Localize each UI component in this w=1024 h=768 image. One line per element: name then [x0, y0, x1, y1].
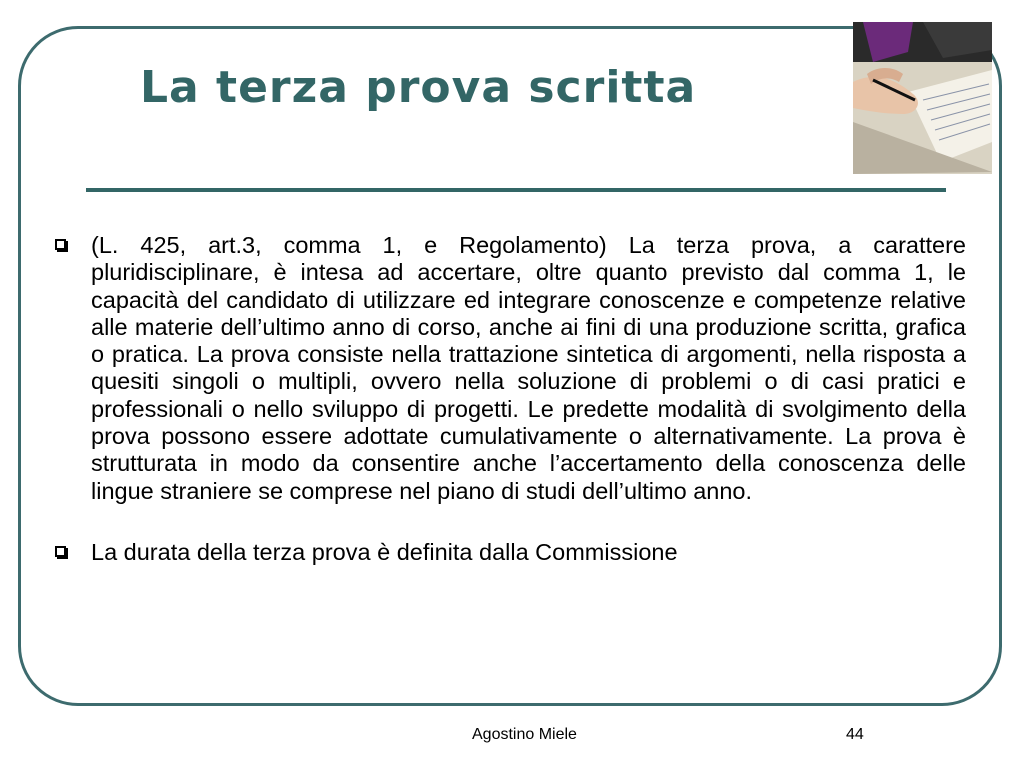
checkbox-icon — [55, 546, 66, 557]
page-number: 44 — [846, 726, 864, 743]
bullet-text: La durata della terza prova è definita dalla Commissione — [91, 538, 678, 565]
title-divider — [86, 188, 946, 192]
bullet-item — [52, 232, 966, 505]
checkbox-icon — [55, 239, 66, 250]
bullet-item — [52, 539, 966, 566]
footer-author: Agostino Miele — [472, 726, 577, 743]
writing-hand-photo — [853, 22, 992, 174]
slide-body — [52, 232, 966, 566]
slide-title: La terza prova scritta — [140, 62, 697, 113]
bullet-text: (L. 425, art.3, comma 1, e Regolamento) La terza prova, a carattere pluridisciplinare, è intesa ad accertare, oltre quanto previsto dal comma 1, le capacità del candidato di utilizzare ed integrare conoscenze e competenze relative alle materie dell’ultimo anno di corso, anche ai fini di una produzione scritta, grafica o pratica. La prova consiste nella trattazione sintetica di argomenti, nella risposta a quesiti singoli o multipli, ovvero nella soluzione di problemi o di casi pratici e professionali o nello sviluppo di progetti. Le predette modalità di svolgimento della prova possono essere adottate cumulativamente o alternativamente. La prova è strutturata in modo da consentire anche l’accertamento della conoscenza delle lingue straniere se comprese nel piano di studi dell’ultimo anno. — [91, 232, 966, 504]
